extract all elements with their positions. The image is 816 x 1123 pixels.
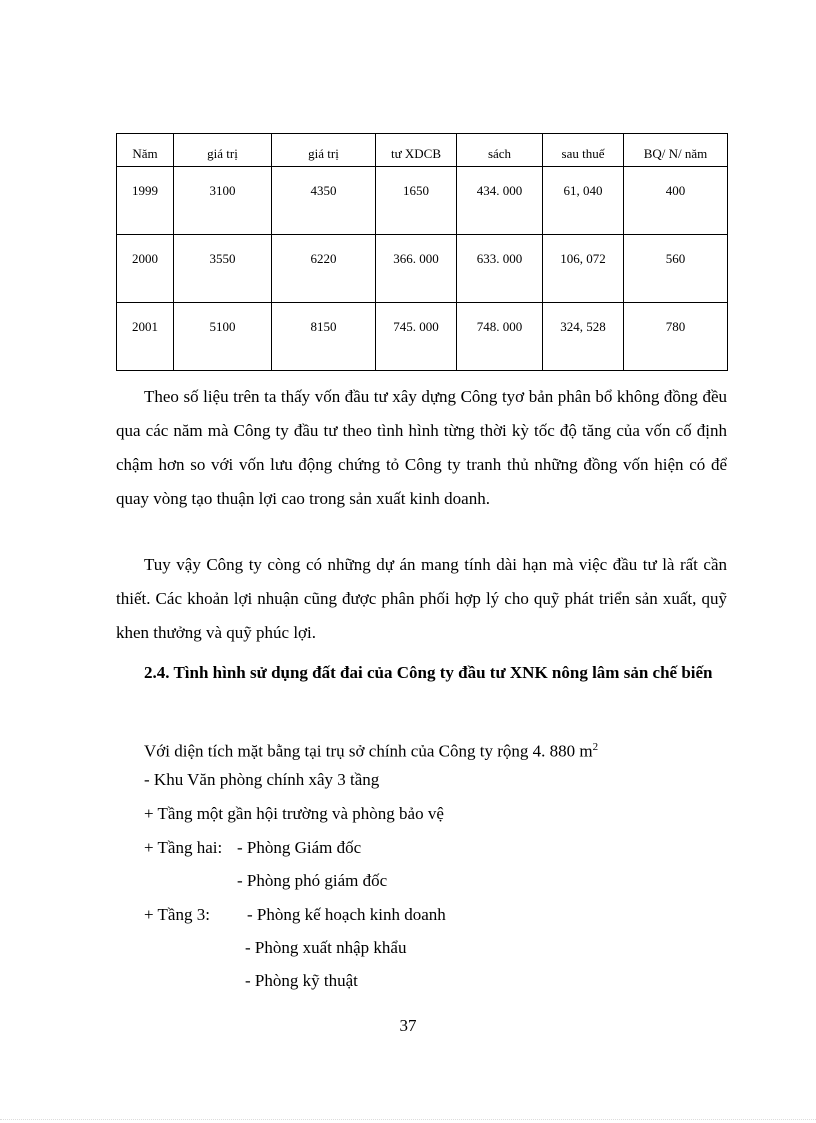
header-cell: tư XDCB xyxy=(376,134,457,167)
table-cell: 2000 xyxy=(117,235,174,303)
list-floor-three-item: - Phòng kế hoạch kinh doanh xyxy=(247,905,446,924)
table-cell: 324, 528 xyxy=(543,303,624,371)
table-cell: 400 xyxy=(624,167,728,235)
area-line xyxy=(144,737,598,762)
paragraph-long-term-projects: Tuy vậy Công ty còng có những dự án mang tính dài hạn mà việc đầu tư là rất cần thiết. Các khoản lợi nhuận cũng được phân phối hợp lý cho quỹ phát triển sản xuất, quỹ khen thưởng và quỹ phúc lợi. xyxy=(116,555,727,642)
list-floor-two-label: + Tầng hai: xyxy=(144,838,223,857)
list-floor-three-item: - Phòng kỹ thuật xyxy=(245,971,358,990)
header-cell: giá trị xyxy=(272,134,376,167)
table-header-row xyxy=(117,134,728,167)
table-cell: 633. 000 xyxy=(457,235,543,303)
area-superscript: 2 xyxy=(592,741,599,753)
header-cell: sau thuế xyxy=(543,134,624,167)
list-floor-two-item: - Phòng Giám đốc xyxy=(237,838,362,857)
section-heading: 2.4. Tình hình sử dụng đất đai của Công ty đầu tư XNK nông lâm sản chế biến xyxy=(144,663,713,682)
table-cell: 3550 xyxy=(174,235,272,303)
table-cell: 4350 xyxy=(272,167,376,235)
list-floor-one: + Tầng một gần hội trường và phòng bảo vệ xyxy=(144,804,444,823)
area-text: Với diện tích mặt bằng tại trụ sở chính của Công ty rộng 4. 880 m xyxy=(144,741,593,761)
table-cell: 748. 000 xyxy=(457,303,543,371)
header-cell: giá trị xyxy=(174,134,272,167)
table-cell: 2001 xyxy=(117,303,174,371)
page-bottom-divider xyxy=(0,1119,816,1120)
paragraph-investment-analysis: Theo số liệu trên ta thấy vốn đầu tư xây dựng Công tyơ bản phân bổ không đồng đều qua các năm mà Công ty đầu tư theo tình hình từng thời kỳ tốc độ tăng của vốn cố định chậm hơn so với vốn lưu động chứng tỏ Công ty tranh thủ những đồng vốn hiện có để quay vòng tạo thuận lợi cao trong sản xuất kinh doanh. xyxy=(116,387,727,508)
table-row xyxy=(117,167,728,235)
table-cell: 5100 xyxy=(174,303,272,371)
table-cell: 780 xyxy=(624,303,728,371)
header-cell: BQ/ N/ năm xyxy=(624,134,728,167)
table-cell: 61, 040 xyxy=(543,167,624,235)
table-cell: 3100 xyxy=(174,167,272,235)
data-table xyxy=(116,133,728,371)
header-cell: sách xyxy=(457,134,543,167)
table-cell: 106, 072 xyxy=(543,235,624,303)
table-cell: 745. 000 xyxy=(376,303,457,371)
table-cell: 366. 000 xyxy=(376,235,457,303)
list-floor-two-item: - Phòng phó giám đốc xyxy=(237,871,388,890)
page-number: 37 xyxy=(399,1016,417,1035)
table-cell: 8150 xyxy=(272,303,376,371)
table-cell: 434. 000 xyxy=(457,167,543,235)
list-floor-three-item: - Phòng xuất nhập khẩu xyxy=(245,938,407,957)
table-cell: 1650 xyxy=(376,167,457,235)
table-row xyxy=(117,235,728,303)
list-floor-three-label: + Tầng 3: xyxy=(144,905,210,924)
table-cell: 1999 xyxy=(117,167,174,235)
table-cell: 560 xyxy=(624,235,728,303)
table-cell: 6220 xyxy=(272,235,376,303)
header-cell: Năm xyxy=(117,134,174,167)
list-office-building: - Khu Văn phòng chính xây 3 tầng xyxy=(144,770,380,789)
table-row xyxy=(117,303,728,371)
